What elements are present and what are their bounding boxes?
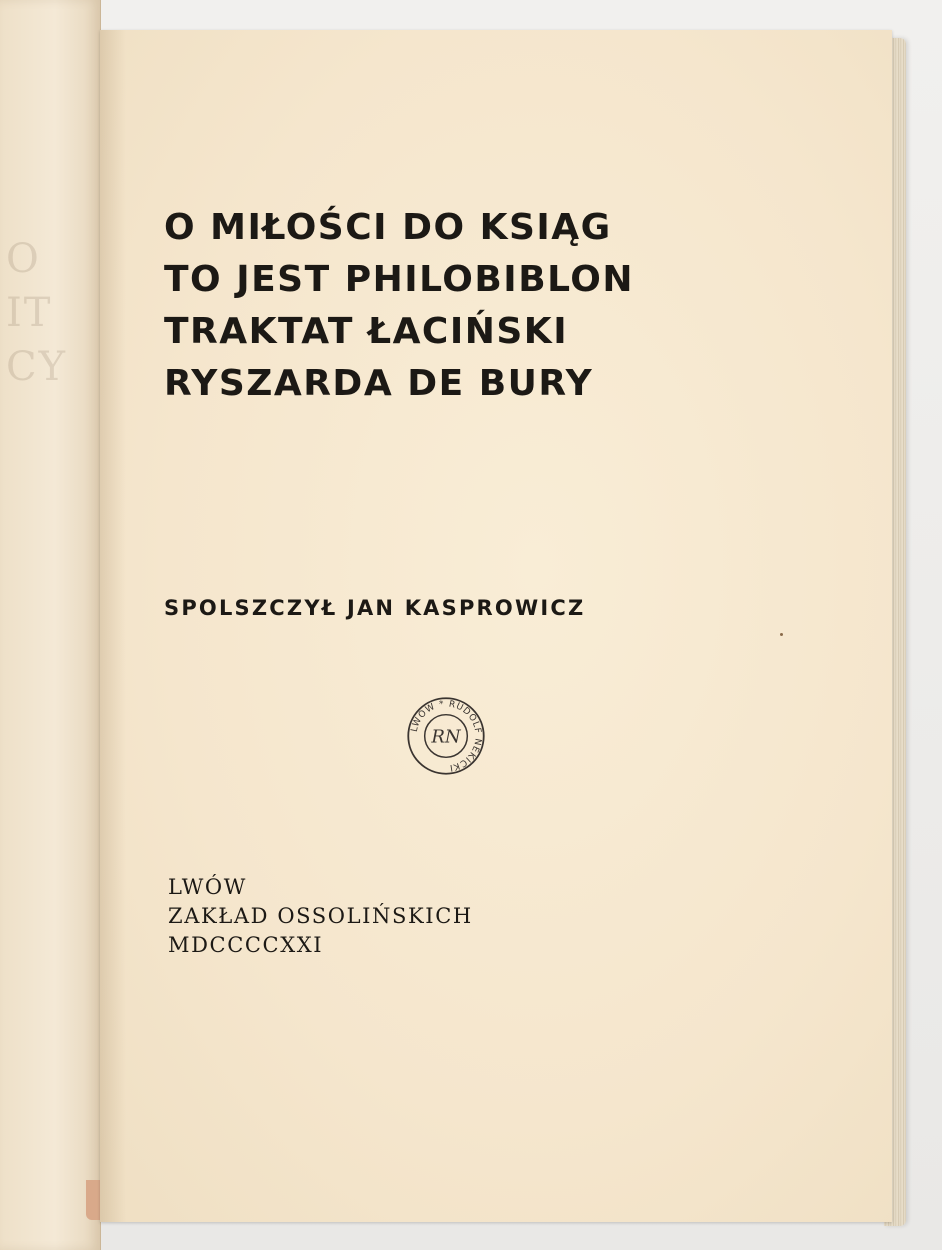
stamp-ring-text: LWÓW * RUDOLF NEKICKI <box>409 699 483 773</box>
title-line: O MIŁOŚCI DO KSIĄG <box>164 207 612 248</box>
title-line: TRAKTAT ŁACIŃSKI <box>164 311 569 352</box>
imprint-publisher: ZAKŁAD OSSOLIŃSKICH <box>168 904 473 928</box>
paper-speck <box>780 633 783 636</box>
ownership-stamp <box>405 695 487 777</box>
stamp-monogram: RN <box>431 726 461 748</box>
imprint-year: MDCCCCXXI <box>168 933 324 957</box>
facing-page-show-through: IT <box>6 290 53 336</box>
gutter-shadow <box>100 30 126 1222</box>
book-title <box>164 202 724 410</box>
title-line: RYSZARDA DE BURY <box>164 363 594 404</box>
facing-page <box>0 0 101 1250</box>
facing-page-show-through: CY <box>6 344 68 390</box>
facing-page-show-through: O <box>6 236 41 282</box>
imprint-city: LWÓW <box>168 875 247 899</box>
translator-credit: SPOLSZCZYŁ JAN KASPROWICZ <box>164 596 586 620</box>
title-page <box>100 30 892 1222</box>
publisher-imprint <box>168 873 473 960</box>
title-line: TO JEST PHILOBIBLON <box>164 259 635 300</box>
